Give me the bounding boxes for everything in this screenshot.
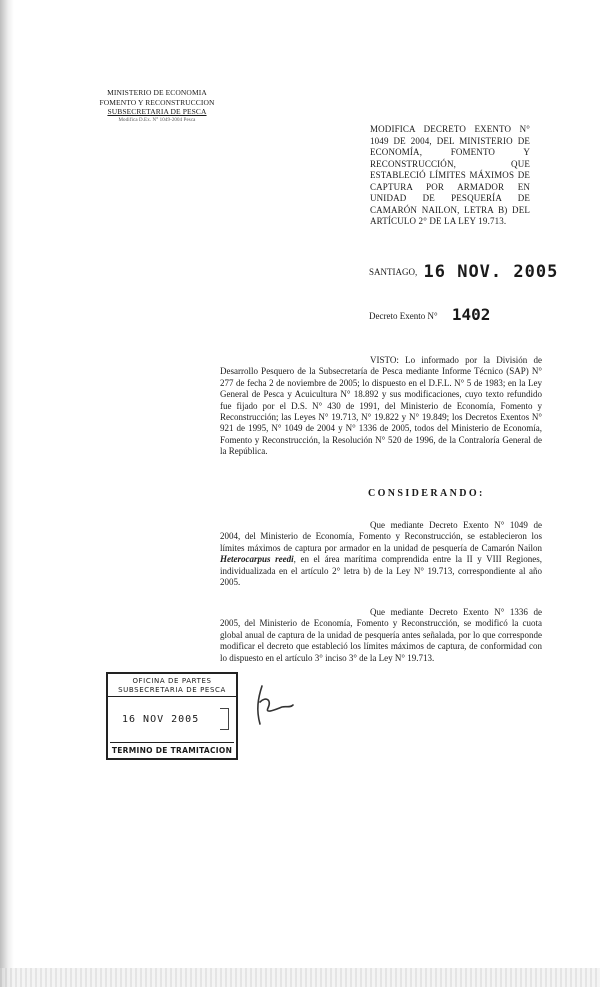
stamp-date: 16 NOV 2005	[122, 714, 200, 725]
considerando-paragraph-1	[220, 520, 542, 588]
decree-number-label: Decreto Exento N°	[369, 311, 438, 321]
considerando-heading: CONSIDERANDO:	[368, 488, 485, 499]
scientific-name: Heterocarpus reedi	[220, 554, 294, 565]
scan-edge-bottom	[0, 968, 600, 987]
visto-heading: VISTO:	[370, 355, 399, 365]
signature-mark	[250, 680, 300, 730]
considerando-1-text-b: , en el área marítima comprendida entre la II y VIII Regiones, individualizada en el artículo 2° letra b) de la Ley N° 19.713, correspondiente al año 2005.	[220, 554, 542, 588]
considerando-1-text-a: Que mediante Decreto Exento N° 1049 de 2004, del Ministerio de Economía, Fomento y Reconstrucción, se establecieron los límites máximos de captura por armador en la unidad de pesquería de Camarón Nailon	[220, 520, 542, 553]
scan-shadow-left	[0, 0, 14, 987]
ministry-reference: Modifica D.Ex. N° 1049-2004 Pesca	[118, 117, 196, 123]
stamp-bracket	[220, 708, 229, 730]
ministry-header	[82, 88, 232, 124]
decree-subject: MODIFICA DECRETO EXENTO N° 1049 DE 2004, DEL MINISTERIO DE ECONOMÍA, FOMENTO Y RECONSTRUCCIÓN, QUE ESTABLECIÓ LÍMITES MÁXIMOS DE CAPTURA POR ARMADOR EN UNIDAD DE PESQUERÍA DE CAMARÓN NAILON, LETRA B) DEL ARTÍCULO 2° DE LA LEY 19.713.	[370, 124, 530, 226]
decree-number-line	[369, 305, 490, 324]
stamp-subsecretaria-line: SUBSECRETARIA DE PESCA	[108, 686, 236, 697]
visto-paragraph	[220, 355, 542, 458]
ministry-line-1: MINISTERIO DE ECONOMIA	[107, 88, 207, 97]
considerando-paragraph-2: Que mediante Decreto Exento N° 1336 de 2005, del Ministerio de Economía, Fomento y Reconstrucción, se modificó la cuota global anual de captura de la unidad de pesquería antes señalada, por lo que corresponde modificar el decreto que estableció los límites máximos de captura, de conformidad con lo dispuesto en el artículo 3° inciso 3° de la Ley N° 19.713.	[220, 607, 542, 663]
place-date	[369, 262, 558, 282]
ministry-line-3: SUBSECRETARIA DE PESCA	[107, 107, 207, 116]
stamp-office-line: OFICINA DE PARTES	[132, 677, 212, 685]
visto-text: Lo informado por la División de Desarrollo Pesquero de la Subsecretaría de Pesca mediante Informe Técnico (SAP) N° 277 de fecha 2 de noviembre de 2005; lo dispuesto en el D.F.L. N° 5 de 1983; en la Ley General de Pesca y Acuicultura N° 18.892 y sus modificaciones, cuyo texto refundido fue fijado por el D.S. N° 430 de 1991, del Ministerio de Economía, Fomento y Reconstrucción; las Leyes N° 19.713, N° 19.822 y N° 19.849; los Decretos Exentos N° 921 de 1995, N° 1049 de 2004 y N° 1336 de 2005, todos del Ministerio de Economía, Fomento y Reconstrucción, la Resolución N° 520 de 1996, de la Contraloría General de la República.	[220, 355, 542, 457]
place-label: SANTIAGO,	[369, 267, 418, 277]
ministry-line-2: FOMENTO Y RECONSTRUCCION	[99, 97, 215, 107]
stamp-status-line: TERMINO DE TRAMITACION	[110, 742, 234, 755]
decree-number: 1402	[451, 305, 491, 324]
date-stamp: 16 NOV. 2005	[423, 262, 559, 282]
office-stamp	[106, 672, 238, 760]
